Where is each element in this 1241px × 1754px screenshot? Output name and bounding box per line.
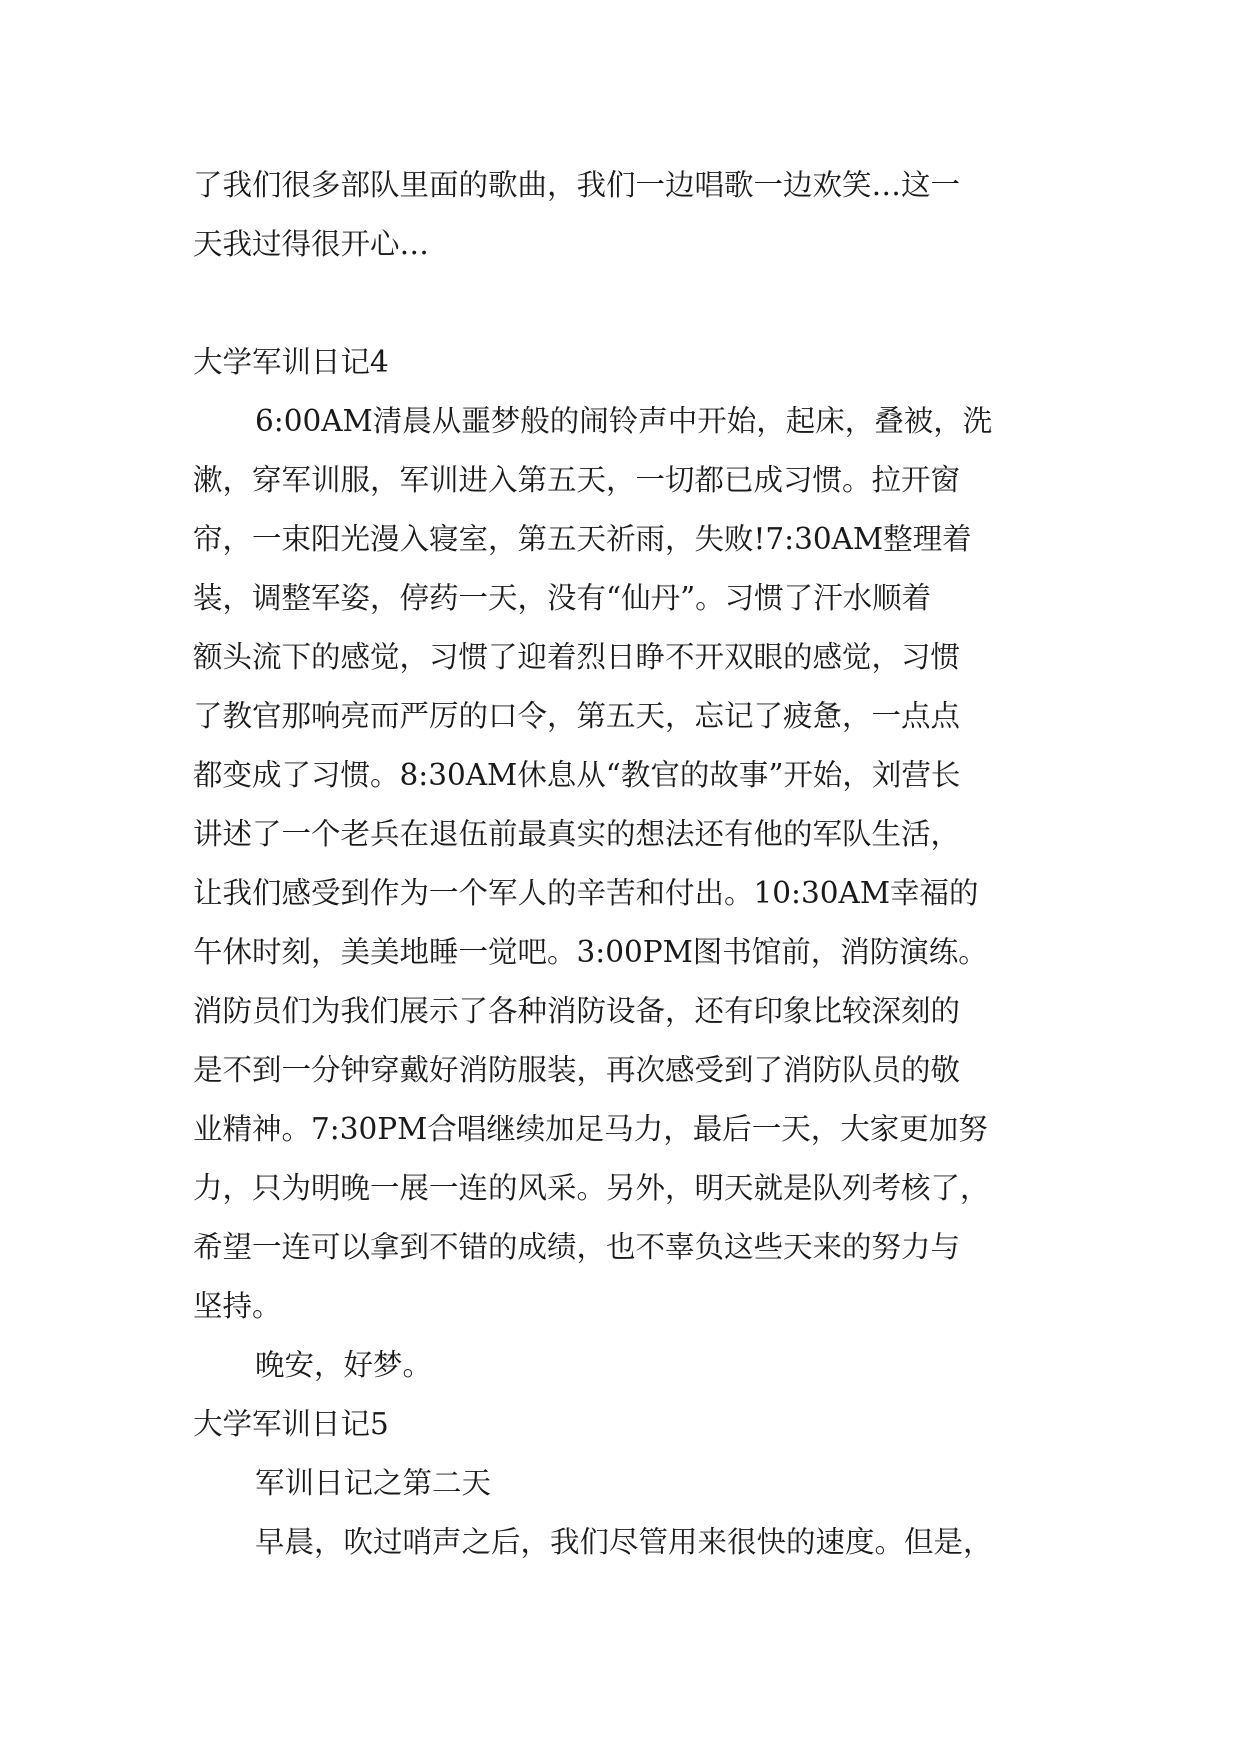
- paragraph-line: 6:00AM清晨从噩梦般的闹铃声中开始，起床，叠被，洗: [255, 404, 993, 438]
- paragraph-line: 业精神。7:30PM合唱继续加足马力，最后一天，大家更加努: [193, 1112, 988, 1146]
- paragraph-line: 了我们很多部队里面的歌曲，我们一边唱歌一边欢笑…这一: [193, 168, 961, 202]
- section-heading: 大学军训日记5: [193, 1407, 389, 1441]
- paragraph-line: 都变成了习惯。8:30AM休息从“教官的故事”开始，刘营长: [193, 758, 961, 792]
- paragraph-line: 装，调整军姿，停药一天，没有“仙丹”。习惯了汗水顺着: [193, 581, 932, 615]
- paragraph-line: 晚安，好梦。: [255, 1348, 433, 1382]
- paragraph-line: 讲述了一个老兵在退伍前最真实的想法还有他的军队生活，: [193, 817, 961, 851]
- paragraph-line: 漱，穿军训服，军训进入第五天，一切都已成习惯。拉开窗: [193, 463, 961, 497]
- paragraph-line: 午休时刻，美美地睡一觉吧。3:00PM图书馆前，消防演练。: [193, 935, 988, 969]
- paragraph-line: 帘，一束阳光漫入寝室，第五天祈雨，失败!7:30AM整理着: [193, 522, 972, 556]
- paragraph-line: 天我过得很开心…: [193, 227, 430, 261]
- paragraph-line: 希望一连可以拿到不错的成绩，也不辜负这些天来的努力与: [193, 1230, 961, 1264]
- paragraph-line: 了教官那响亮而严厉的口令，第五天，忘记了疲惫，一点点: [193, 699, 961, 733]
- paragraph-line: 消防员们为我们展示了各种消防设备，还有印象比较深刻的: [193, 994, 961, 1028]
- paragraph-line: 军训日记之第二天: [255, 1466, 492, 1500]
- paragraph-line: 早晨，吹过哨声之后，我们尽管用来很快的速度。但是，: [255, 1525, 993, 1559]
- paragraph-line: 让我们感受到作为一个军人的辛苦和付出。10:30AM幸福的: [193, 876, 979, 910]
- paragraph-line: 力，只为明晚一展一连的风采。另外，明天就是队列考核了，: [193, 1171, 990, 1205]
- paragraph-line: 坚持。: [193, 1289, 282, 1323]
- section-heading: 大学军训日记4: [193, 345, 389, 379]
- paragraph-line: 额头流下的感觉，习惯了迎着烈日睁不开双眼的感觉，习惯: [193, 640, 961, 674]
- paragraph-line: 是不到一分钟穿戴好消防服装，再次感受到了消防队员的敬: [193, 1053, 961, 1087]
